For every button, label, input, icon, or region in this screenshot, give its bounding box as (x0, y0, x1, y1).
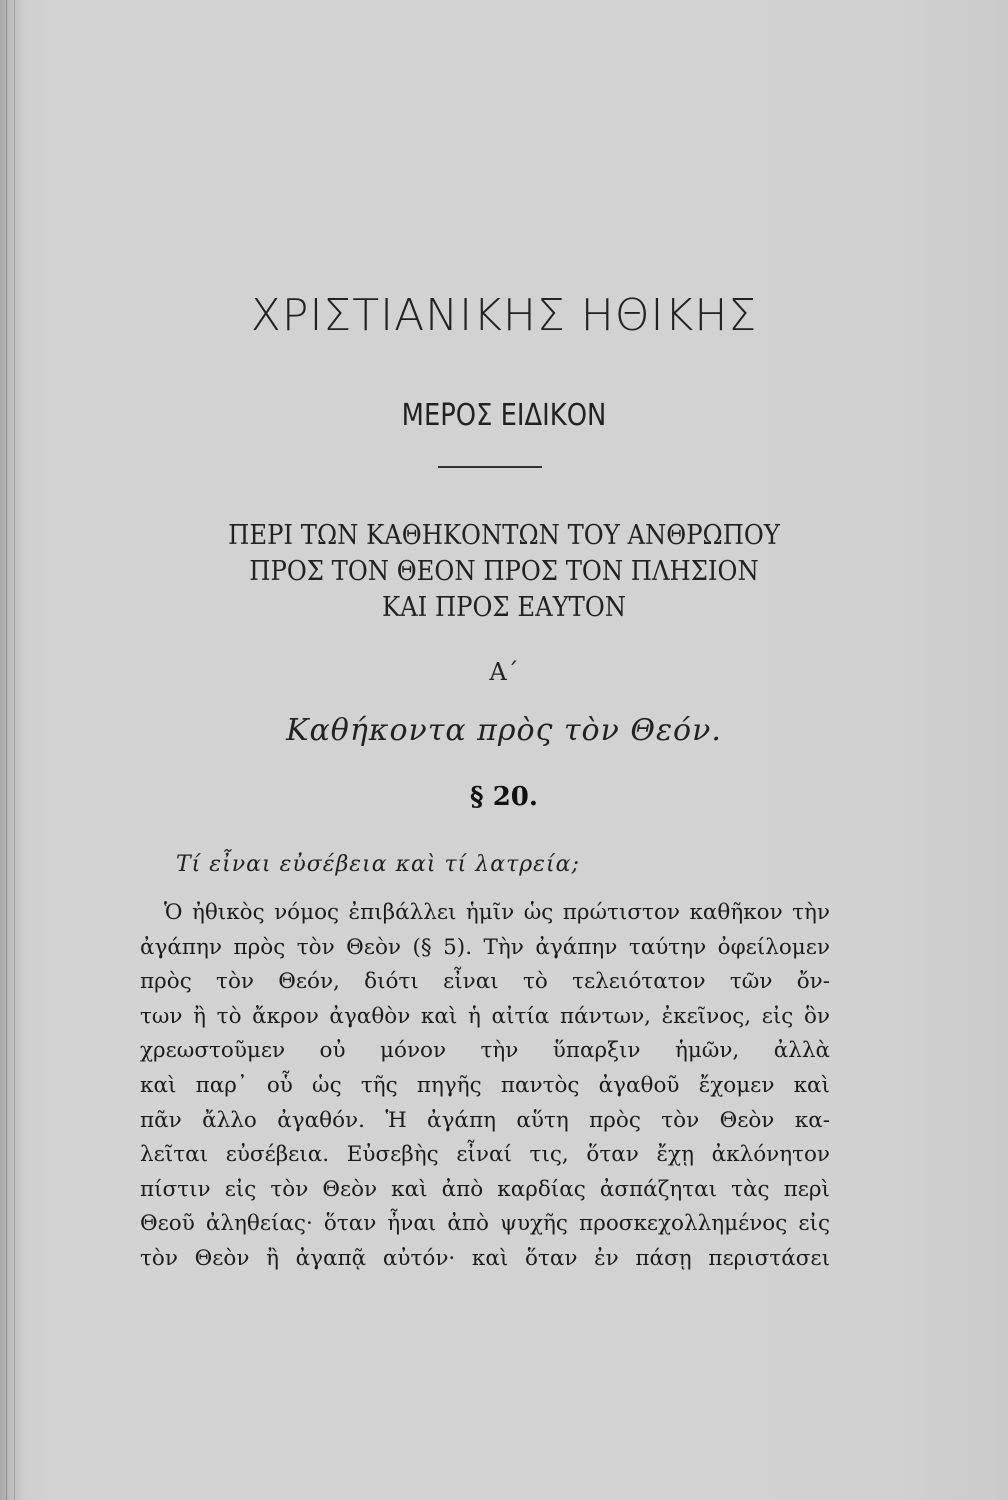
section-heading-line: ΠΡΟΣ ΤΟΝ ΘΕΟΝ ΠΡΟΣ ΤΟΝ ΠΛΗΣΙΟΝ (249, 556, 759, 587)
body-line: καὶ παρ᾽ οὗ ὡς τῆς πηγῆς παντὸς ἀγαθοῦ ἔχομεν καὶ (140, 1072, 830, 1098)
section-heading-line: ΠΕΡΙ ΤΩΝ ΚΑΘΗΚΟΝΤΩΝ ΤΟΥ ΑΝΘΡΩΠΟΥ (228, 520, 780, 551)
body-line: πρὸς τὸν Θεόν, διότι εἶναι τὸ τελειότατον τῶν ὄν- (140, 969, 830, 995)
body-line: πᾶν ἄλλο ἀγαθόν. Ἡ ἀγάπη αὕτη πρὸς τὸν Θεὸν κα- (140, 1107, 830, 1133)
paragraph-number: § 20. (470, 782, 538, 812)
chapter-title: Καθήκοντα πρὸς τὸν Θεόν. (286, 713, 722, 748)
body-line: των ἢ τὸ ἄκρον ἀγαθὸν καὶ ἡ αἰτία πάντων, ἐκεῖνος, εἰς ὃν (140, 1003, 830, 1029)
page-subtitle: ΜΕΡΟΣ ΕΙΔΙΚΟΝ (401, 398, 607, 433)
divider-rule (438, 466, 542, 468)
part-label: Α΄ (489, 658, 519, 686)
body-line: ἀγάπην πρὸς τὸν Θεὸν (§ 5). Τὴν ἀγάπην ταύτην ὀφείλομεν (140, 934, 830, 960)
body-line: χρεωστοῦμεν οὐ μόνον τὴν ὕπαρξιν ἡμῶν, ἀλλὰ (140, 1038, 830, 1064)
page-edge-line (14, 0, 15, 1500)
question-heading: Τί εἶναι εὐσέβεια καὶ τί λατρεία; (176, 852, 580, 877)
body-line: Ὁ ἠθικὸς νόμος ἐπιβάλλει ἡμῖν ὡς πρώτιστον καθῆκον τὴν (164, 900, 830, 925)
page-edge-line (6, 0, 7, 1500)
body-line: τὸν Θεὸν ἢ ἀγαπᾷ αὐτόν· καὶ ὅταν ἐν πάσῃ περιστάσει (140, 1245, 830, 1271)
section-heading-line: ΚΑΙ ΠΡΟΣ ΕΑΥΤΟΝ (381, 592, 627, 623)
section-heading (50, 518, 957, 626)
body-line: πίστιν εἰς τὸν Θεὸν καὶ ἀπὸ καρδίας ἀσπάζηται τὰς περὶ (140, 1176, 830, 1202)
body-line: Θεοῦ ἀληθείας· ὅταν ἦναι ἀπὸ ψυχῆς προσκεχολλημένος εἰς (140, 1211, 830, 1237)
body-line: λεῖται εὐσέβεια. Εὐσεβὴς εἶναί τις, ὅταν ἔχῃ ἀκλόνητον (140, 1142, 830, 1168)
page-title: ΧΡΙΣΤΙΑΝΙΚΗΣ ΗΘΙΚΗΣ (250, 290, 758, 341)
body-text (140, 896, 830, 1277)
